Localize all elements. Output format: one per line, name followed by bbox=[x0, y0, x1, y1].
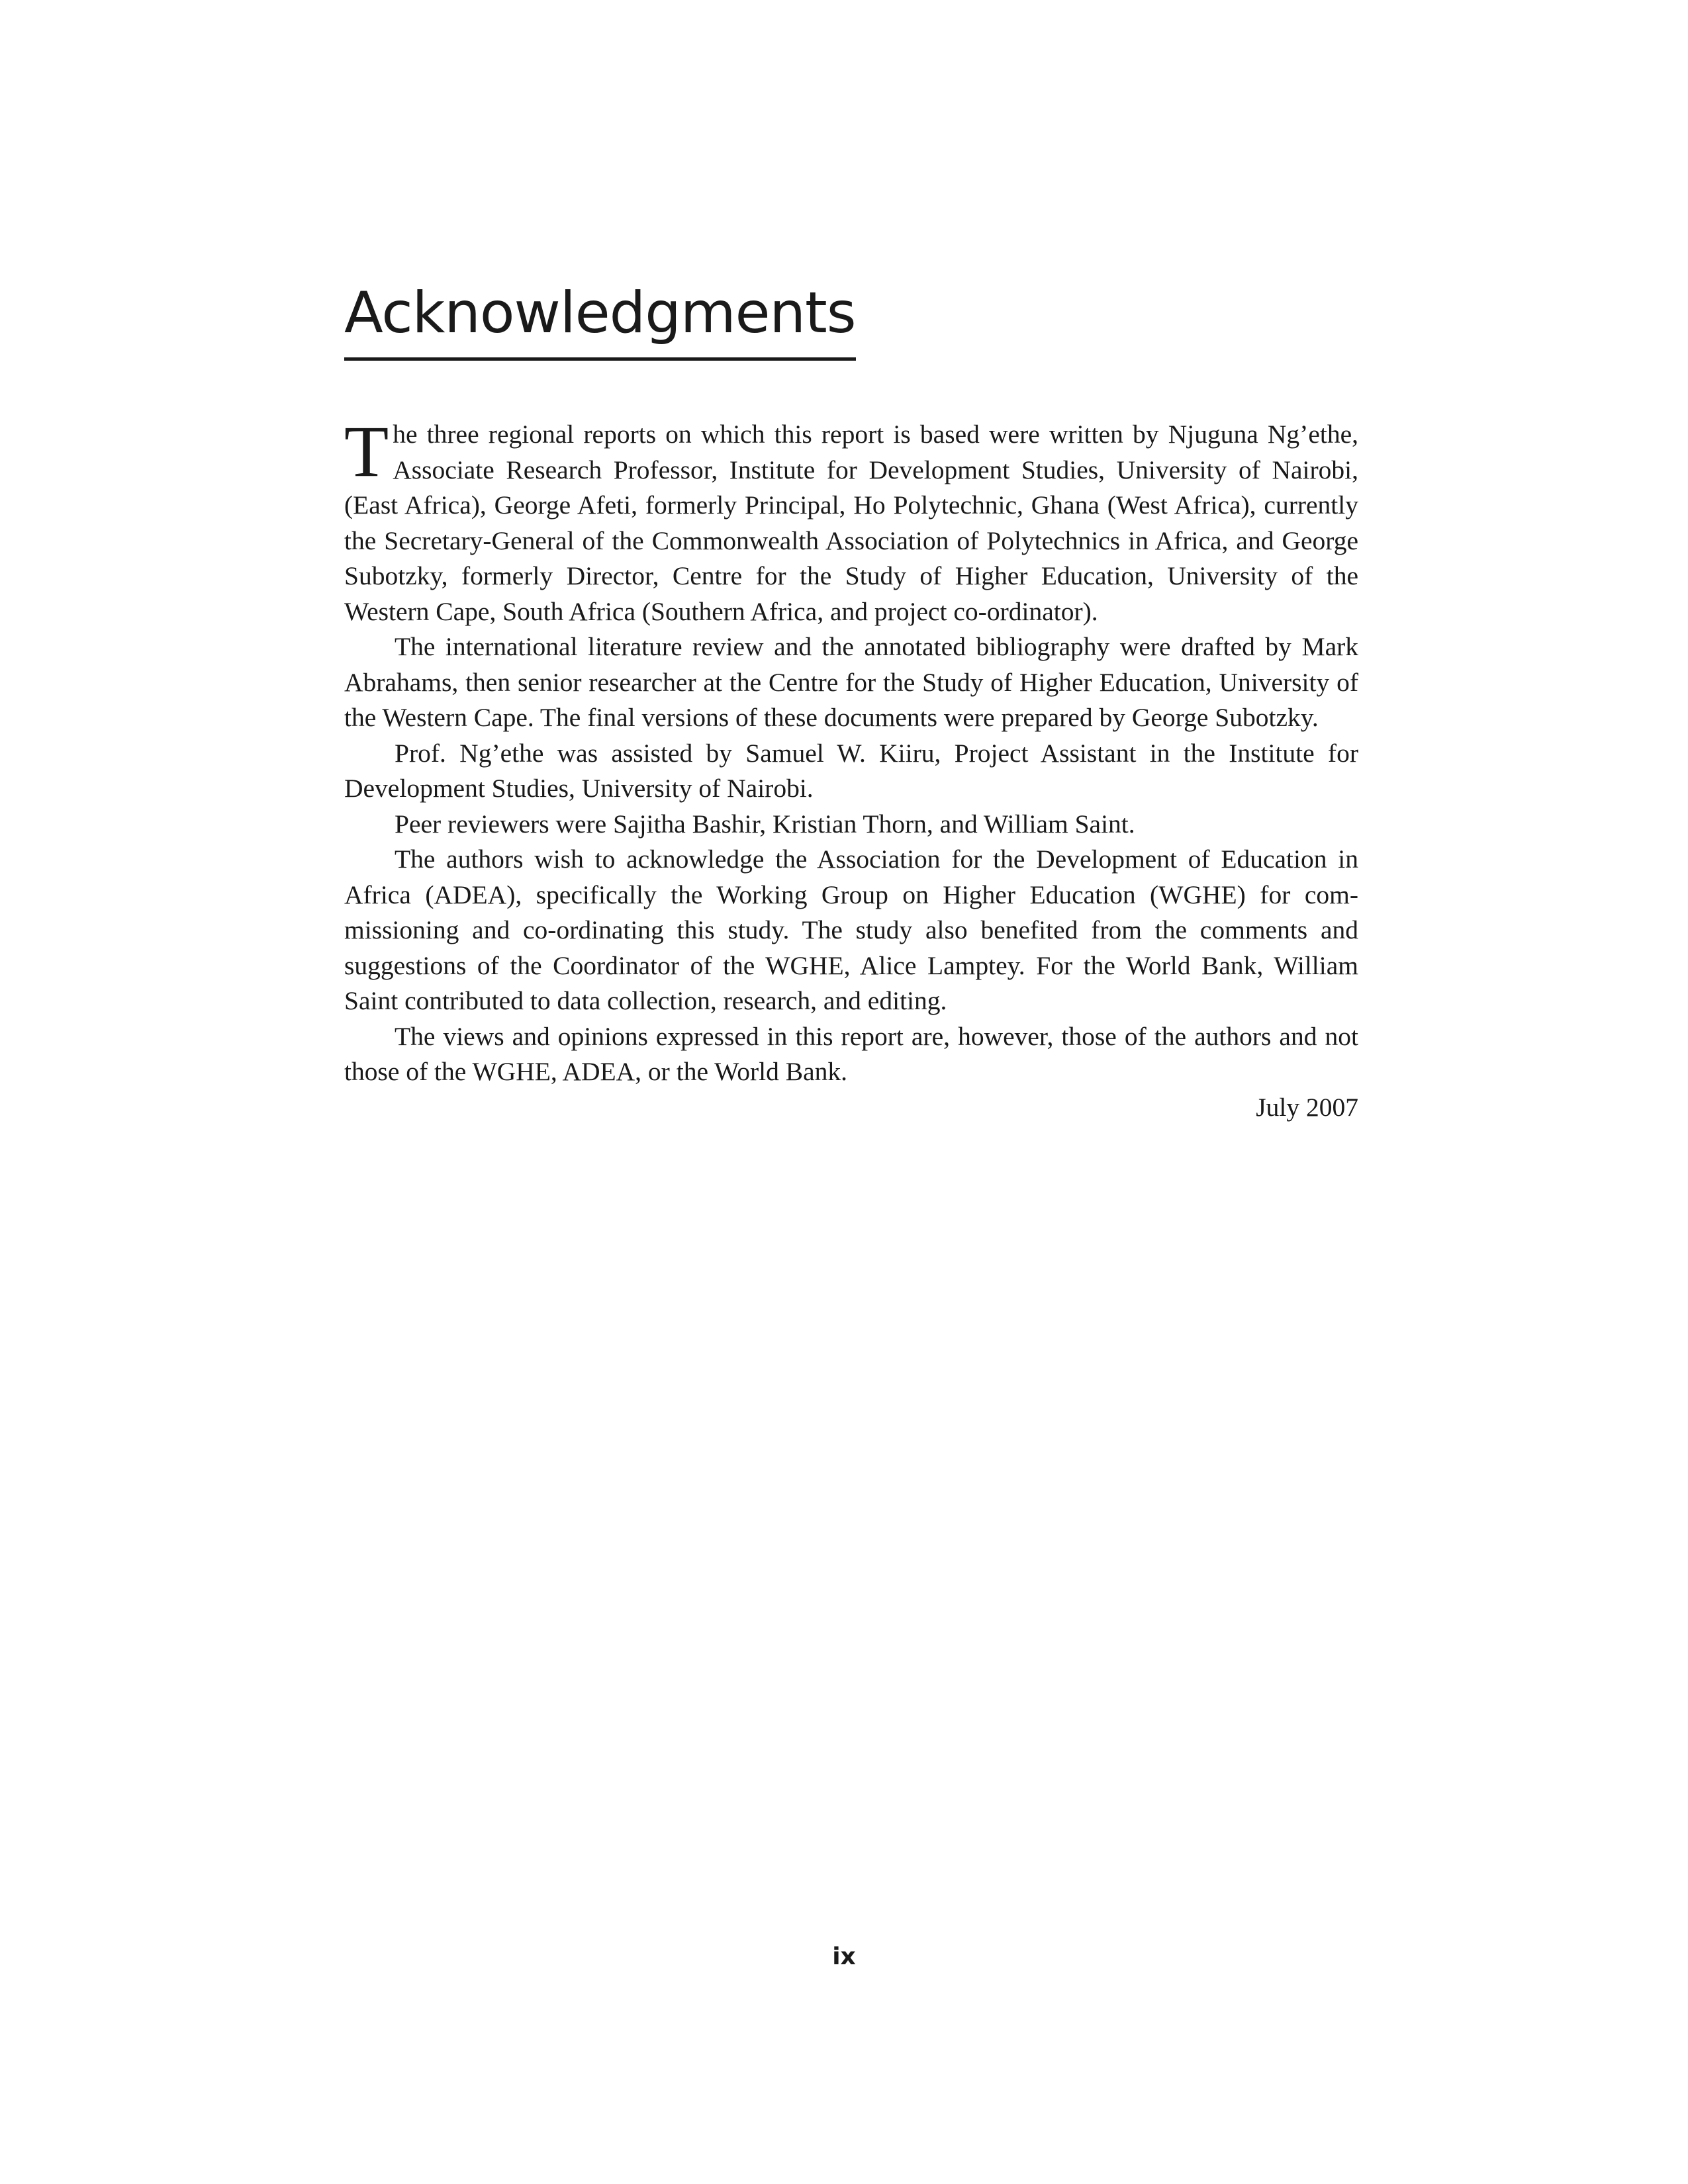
paragraph-4: Peer reviewers were Sajitha Bashir, Kristian Thorn, and William Saint. bbox=[395, 809, 1135, 839]
paragraph-6: The views and opinions expressed in this report are, however, those of the authors and not those of the WGHE, ADEA, or the World Bank. bbox=[344, 1021, 1358, 1086]
paragraph-3: Prof. Ng’ethe was assisted by Samuel W. Kiiru, Project Assistant in the Institute for Development Studies, University of Nairobi. bbox=[344, 738, 1358, 803]
page-title: Acknowledgments bbox=[344, 277, 856, 361]
date-line: July 2007 bbox=[1256, 1092, 1358, 1122]
drop-cap: T bbox=[344, 411, 389, 492]
page-number: ix bbox=[832, 1943, 856, 1970]
paragraph-2: The international literature review and the annotated bibliography were drafted by Mark Abrahams, then senior researcher at the Centre for the Study of Higher Education, University of the Western Cape. The final versions of these documents were prepared by George Subotzky. bbox=[344, 632, 1358, 732]
paragraph-1 bbox=[344, 411, 1358, 629]
paragraph-1-text: he three regional reports on which this report is based were written by Njuguna Ng’ethe, Associate Research Professor, Institute for Development Studies, University of Nairobi, (East Africa), George Afeti, formerly Principal, Ho Polytechnic, Ghana (West Africa), currently the Secretary-General of the Commonwealth Association of Polytechnics in Africa, and George Subotzky, formerly Director, Centre for the Study of Higher Education, University of the Western Cape, South Africa (Southern Africa, and project co-ordinator). bbox=[344, 420, 1358, 626]
paragraph-5: The authors wish to acknowledge the Association for the Development of Education in Africa (ADEA), specifically the Working Group on Higher Education (WGHE) for commissioning and co-ordinating this study. The study also benefited from the comments and suggestions of the Coordinator of the WGHE, Alice Lamptey. For the World Bank, William Saint contributed to data collection, research, and editing. bbox=[344, 844, 1358, 1015]
body-text bbox=[344, 411, 1358, 1125]
